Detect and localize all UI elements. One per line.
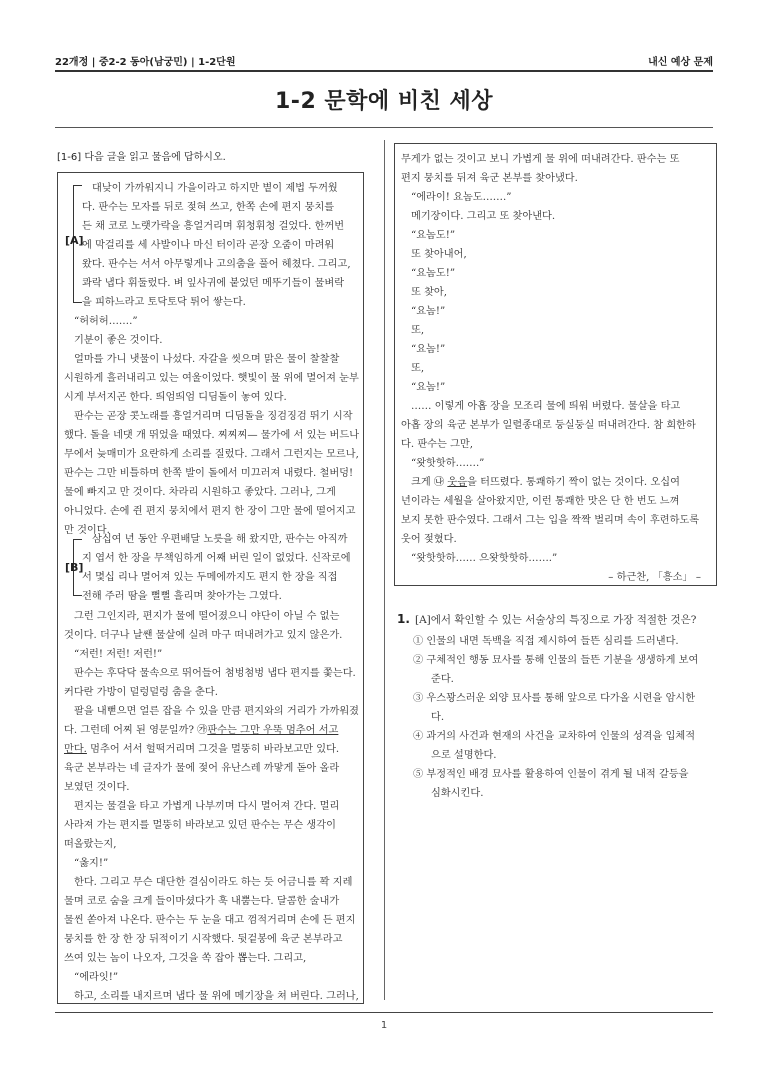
passage-line: 시게 부서지곤 한다. 띄엄띄엄 디딤돌이 놓여 있다.	[64, 392, 287, 403]
passage-text: 다. 그런데 어찌 된 영문일까? ㉮	[64, 725, 208, 736]
label-b: [B]	[65, 561, 84, 574]
header-doc-type: 내신 예상 문제	[648, 57, 713, 68]
passage-line: “요놈!”	[411, 382, 446, 393]
passage-line: 편지 뭉치를 뒤져 육군 본부를 찾아냈다.	[401, 173, 578, 184]
passage-line: 웃어 젖혔다.	[401, 534, 457, 545]
passage-line: 아홉 장의 육군 본부가 일렬종대로 둥실둥실 떠내려간다. 참 희한하	[401, 420, 696, 431]
header-course-info: 22개정 | 중2-2 동아(남궁민) | 1-2단원	[55, 57, 236, 68]
option-3[interactable]: ③ 우스꽝스러운 외양 묘사를 통해 앞으로 다가올 시련을 암시한	[413, 693, 696, 704]
passage-line: 했다. 돌을 네댓 개 뛰었을 때였다. 찌찌찌— 물가에 서 있는 버드나	[64, 430, 360, 441]
passage-right	[401, 150, 711, 587]
footer-rule	[55, 1012, 713, 1013]
option-1[interactable]: ① 인물의 내면 독백을 직접 제시하여 들뜬 심리를 드러낸다.	[413, 636, 679, 647]
passage-line: 보였던 것이다.	[64, 782, 130, 793]
passage-line: 판수는 곧장 콧노래를 흥얼거리며 디딤돌을 징검징검 뛰기 시작	[74, 411, 353, 422]
passage-text: 을 터뜨렸다. 통쾌하기 짝이 없는 것이다. 오십여	[467, 477, 680, 488]
passage-b	[82, 530, 359, 606]
passage-line: “에라잇!”	[74, 972, 119, 983]
passage-line: “왓핫핫하…… 으왓핫핫하…….”	[411, 553, 558, 564]
source-citation: – 하근찬, 「흥소」 –	[608, 572, 701, 583]
passage-line: 아니었다. 손에 쥔 편지 뭉치에서 편지 한 장이 그만 물에 떨어지고	[64, 506, 356, 517]
passage-text: 크게 ㉯	[411, 477, 448, 488]
page-number: 1	[380, 1020, 388, 1031]
passage-line: 대낮이 가까워지니 가을이라고 하지만 볕이 제법 두꺼웠	[92, 183, 338, 194]
passage-middle	[64, 312, 359, 540]
passage-line: 물에 빠지고 만 것이다. 차라리 시원하고 좋았다. 그러나, 그게	[64, 487, 336, 498]
passage-line: 것이다. 더구나 날쌘 물살에 실려 마구 떠내려가고 있지 않은가.	[64, 630, 343, 641]
passage-line: 메기장이다. 그리고 또 찾아낸다.	[411, 211, 556, 222]
passage-line: 왔다. 판수는 서서 아무렇게나 고의춤을 풀어 헤쳤다. 그리고,	[82, 259, 351, 270]
passage-line: 을 피하느라고 토닥토닥 튀어 쌓는다.	[82, 297, 246, 308]
passage-line: 또,	[411, 325, 425, 336]
page-title: 1-2 문학에 비친 세상	[275, 89, 493, 114]
passage-line: “왓핫핫하…….”	[411, 458, 485, 469]
passage-line	[64, 721, 359, 740]
passage-line: 팔을 내뻗으면 얼른 잡을 수 있을 만큼 편지와의 거리가 가까워졌	[74, 706, 360, 717]
passage-line: 판수는 그만 비틀하며 한쪽 발이 돌에서 미끄러져 내렸다. 철버덩!	[64, 468, 354, 479]
passage-line: 만 것이다.	[64, 525, 110, 536]
passage-line: “허허허…….”	[74, 316, 138, 327]
underlined-phrase-ga-end: 만다.	[64, 744, 87, 755]
passage-line: 떠올랐는지,	[64, 839, 117, 850]
passage-line: 콰락 냅다 휘둘렀다. 벼 잎사귀에 붙었던 메뚜기들이 물벼락	[82, 278, 345, 289]
passage-line: 서 몇십 리나 멸어져 있는 두메에까지도 편지 한 장을 직접	[82, 572, 338, 583]
passage-line: “옳지!”	[74, 858, 109, 869]
underlined-phrase-ga: 판수는 그만 우뚝 멈추어 서고	[207, 725, 339, 736]
option-2[interactable]: ② 구체적인 행동 묘사를 통해 인물의 들뜬 기분을 생생하게 보여	[413, 655, 699, 666]
passage-line: 든 채 코로 노랫가락을 흥얼거리며 휘청휘청 걸었다. 한꺼번	[82, 221, 345, 232]
passage-line: “요놈도!”	[411, 268, 456, 279]
underlined-word-na: 웃음	[447, 477, 468, 488]
passage-line: “요놈!”	[411, 306, 446, 317]
question-text: [A]에서 확인할 수 있는 서술상의 특징으로 가장 적절한 것은?	[415, 614, 697, 626]
title-rule	[55, 127, 713, 128]
option-4-cont: 으로 설명한다.	[431, 750, 497, 761]
passage-line: “에라이! 요놈도…….”	[411, 192, 512, 203]
passage-line: 년이라는 세월을 살아왔지만, 이런 통쾌한 맛은 단 한 번도 느껴	[401, 496, 680, 507]
passage-line: …… 이렇게 아홉 장을 모조리 물에 띄워 버렸다. 물살을 타고	[411, 401, 681, 412]
question-instruction: [1-6] 다음 글을 읽고 물음에 답하시오.	[57, 152, 226, 163]
passage-line: 무에서 늦매미가 요란하게 소리를 질렀다. 그래서 그런지는 모르나,	[64, 449, 359, 460]
passage-end	[64, 607, 359, 1006]
passage-line	[401, 473, 711, 492]
passage-line: “요놈도!”	[411, 230, 456, 241]
passage-line: 에 막걸리를 세 사발이나 마신 터이라 곧장 오줌이 마려워	[82, 240, 335, 251]
passage-line: 편지는 물결을 타고 가볍게 나부끼며 다시 멸어져 간다. 멀리	[74, 801, 340, 812]
option-5-cont: 심화시킨다.	[431, 788, 484, 799]
passage-line: 얼마를 가니 냇물이 나섰다. 자갈을 씻으며 맑은 물이 찰찰찰	[74, 354, 340, 365]
option-5[interactable]: ⑤ 부정적인 배경 묘사를 활용하여 인물이 겪게 될 내적 갈등을	[413, 769, 689, 780]
passage-line: 다. 판수는 그만,	[401, 439, 473, 450]
passage-line: 또,	[411, 363, 425, 374]
passage-line: 사라져 가는 편지를 멀뚱히 바라보고 있던 판수는 무슨 생각이	[64, 820, 336, 831]
header-rule	[55, 70, 713, 72]
answer-options	[413, 632, 713, 803]
passage-line: “요놈!”	[411, 344, 446, 355]
option-3-cont: 다.	[431, 712, 445, 723]
passage-line: 시원하게 흘러내리고 있는 여울이었다. 햇빛이 물 위에 멸어져 눈부	[64, 373, 359, 384]
passage-line: “저런! 저런! 저런!”	[74, 649, 163, 660]
passage-line: 지 엽서 한 장을 무책임하게 어째 버린 일이 없었다. 신작로에	[82, 553, 351, 564]
option-4[interactable]: ④ 과거의 사건과 현재의 사건을 교차하여 인물의 성격을 입체적	[413, 731, 696, 742]
passage-line: 커다란 가방이 덜렁덜렁 춤을 춘다.	[64, 687, 218, 698]
passage-line: 삼십여 년 동안 우편배달 노릇을 해 왔지만, 판수는 아직까	[92, 534, 348, 545]
passage-line: 판수는 후닥닥 물속으로 뛰어들어 첨벙첨벙 냅다 편지를 쫓는다.	[74, 668, 356, 679]
passage-line: 무게가 없는 것이고 보니 가볍게 물 위에 떠내려간다. 판수는 또	[401, 154, 680, 165]
passage-line: 하고, 소리를 내지르며 냅다 물 위에 메기장을 쳐 버린다. 그러나,	[74, 991, 359, 1002]
passage-line: 보지 못한 판수였다. 그래서 그는 입을 짝짝 벌리며 속이 후련하도록	[401, 515, 700, 526]
passage-line: 뭉치를 한 장 한 장 뒤적이기 시작했다. 뒷겉봉에 육군 본부라고	[64, 934, 343, 945]
passage-line: 물며 코로 숨을 크게 들이마셨다가 훅 내뿜는다. 달콤한 술내가	[64, 896, 340, 907]
passage-line: 육군 본부라는 네 글자가 물에 젖어 유난스레 까맣게 돋아 올라	[64, 763, 340, 774]
label-a: [A]	[65, 234, 84, 247]
column-divider	[384, 140, 385, 1000]
passage-line: 기분이 좋은 것이다.	[74, 335, 163, 346]
passage-line: 전해 주러 땀을 뻘뻘 흘리며 찾아가는 그였다.	[82, 591, 282, 602]
passage-line: 또 찾아내어,	[411, 249, 467, 260]
passage-line: 한다. 그리고 무슨 대단한 결심이라도 하는 듯 어금니를 꽉 지레	[74, 877, 353, 888]
question-number: 1.	[397, 612, 410, 626]
option-2-cont: 준다.	[431, 674, 454, 685]
passage-line: 그런 그인지라, 편지가 물에 떨어졌으니 야단이 아닐 수 없는	[74, 611, 340, 622]
passage-a	[82, 179, 359, 312]
passage-line	[64, 740, 359, 759]
passage-line: 다. 판수는 모자를 뒤로 젖혀 쓰고, 한쪽 손에 편지 뭉치를	[82, 202, 335, 213]
passage-text: 멈추어 서서 헐떡거리며 그것을 멀뚱히 바라보고만 있다.	[86, 744, 340, 755]
passage-line: 쓰여 있는 놈이 나오자, 그것을 쏙 잡아 뽑는다. 그리고,	[64, 953, 307, 964]
passage-line: 또 찾아,	[411, 287, 447, 298]
passage-line: 물씬 쏟아져 나온다. 판수는 두 눈을 대고 껌적거리며 손에 든 편지	[64, 915, 356, 926]
page-header	[55, 50, 713, 70]
